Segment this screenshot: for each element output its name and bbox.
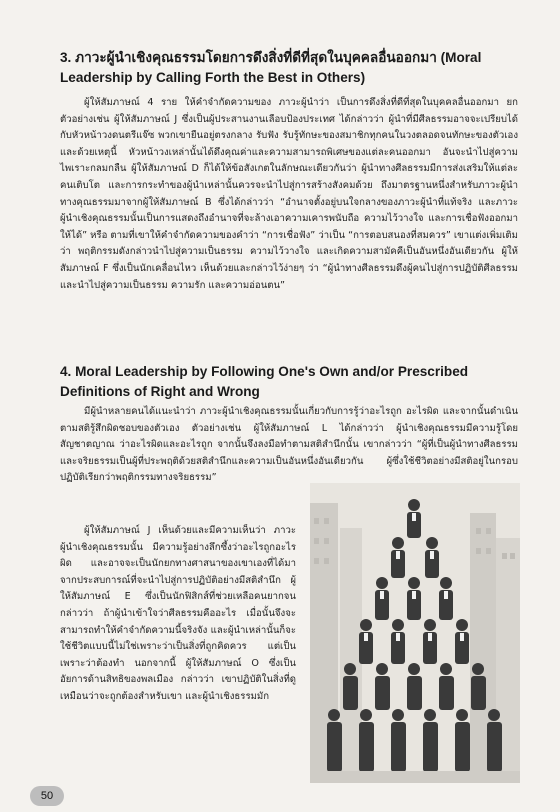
page-footer (0, 780, 560, 812)
section-heading-3: 3. ภาวะผู้นำเชิงคุณธรรมโดยการดึงสิ่งที่ดีที่สุดในบุคคลอื่นออกมา (Moral Leadership by Calling Forth the Best in Others) (60, 50, 482, 85)
page-number-badge: 50 (30, 786, 64, 806)
paragraph-section-4-body: ผู้ให้สัมภาษณ์ J เห็นด้วยและมีความเห็นว่า ภาวะผู้นำเชิงคุณธรรมนั้น มีความรู้อย่างลึกซึ้งว่าอะไรถูกอะไรผิด และอาจจะเป็นนักยกทางศาสนาของเขาเองที่ได้มาจากประสบการณ์ที่จะนำไปสู่การปฏิบัติอย่างมีสติสำนึก ผู้ให้สัมภาษณ์ E ซึ่งเป็นนักฟิสิกส์ที่ช่วยเหลือคนยากจน กล่าวว่า ถ้าผู้นำเข้าใจว่าศีลธรรมคืออะไร เมื่อนั้นจึงจะสามารถทำให้คำจำกัดความนี้จริงจัง และผู้นำเหล่านั้นก็จะใช้ชีวิตแบบนี้ไม่ใช่เพราะว่าเป็นสิ่งที่ถูกคิดควร แต่เป็นเพราะว่าต้องทำ นอกจากนี้ ผู้ให้สัมภาษณ์ O ซึ่งเป็นอัยการด้านสิทธิของพลเมือง กล่าวว่า เขาปฏิบัติในสิ่งที่ดูเหมือนว่าจะถูกต้องสำหรับเขา และผู้นำเชิงธรรมมัก (60, 525, 296, 702)
paragraph-section-4-intro: มีผู้นำหลายคนได้แนะนำว่า ภาวะผู้นำเชิงคุณธรรมนั้นเกี่ยวกับการรู้ว่าอะไรถูก อะไรผิด และจากนั้นดำเนินตามสติรู้สึกผิดชอบของตัวเอง ตัวอย่างเช่น ผู้ให้สัมภาษณ์ L ได้กล่าวว่า ผู้นำเชิงคุณธรรมมีความรู้โดยสัญชาตญาณ ว่าอะไรผิดและอะไรถูก จากนั้นจึงลงมือทำตามสติสำนึกนั้น เขากล่าวว่า “ผู้ที่เป็นผู้นำทางศีลธรรมและจริยธรรมเป็นผู้ที่ประพฤติด้วยสติสำนึกและความเป็นอันหนึ่งอันเดียวกัน ผู้ซึ่งใช้ชีวิตอย่างมีสติอยู่ในกรอบปฏิบัติเรียกว่าพฤติกรรมทางจริยธรรม” (60, 406, 518, 484)
paragraph-section-3: ผู้ให้สัมภาษณ์ 4 ราย ให้คำจำกัดความของ ภาวะผู้นำว่า เป็นการดึงสิ่งที่ดีที่สุดในบุคคลอื่นออกมา ยกตัวอย่างเช่น ผู้ให้สัมภาษณ์ J ซึ่งเป็นผู้ประสานงานเลือบป้องประเทศ ได้กล่าวว่า ผู้นำที่มีศีลธรรมอาจจะเปรียบได้กับหัวหน้าวงดนตรีแจ๊ซ พวกเขายืนอยู่ตรงกลาง รับฟัง รับรู้ทักษะของสมาชิกทุกคนในวงตลอดจนทักษะของตัวเอง และด้วยเหตุนี้ หัวหน้าวงเหล่านั้นได้ดึงคุณค่าและความสามารถพิเศษของแต่ละคนออกมา อันจะนำไปสู่ความไพเราะกลมกลืน ผู้ให้สัมภาษณ์ D ก็ได้ให้ข้อสังเกตในลักษณะเดียวกันว่า ผู้นำทางศีลธรรมมีการส่งเสริมให้แต่ละคนเติบโต และการกระทำของผู้นำเหล่านั้นควรจะนำไปสู่การสร้างสังคมด้วย ถึงมาตรฐานหนึ่งสำหรับภาวะผู้นำทางคุณธรรมมาจากผู้ให้สัมภาษณ์ B ซึ่งได้กล่าวว่า “อำนาจตั้งอยู่บนใจกลางของภาวะผู้นำที่แท้จริง และภาวะผู้นำเชิงคุณธรรมนั้นเป็นการแสดงถึงอำนาจที่จะล้างเอาความเคารพนับถือ ความไว้วางใจ และการเชื่อฟังออกมาให้ได้” หรือ ตามที่เขาให้คำจำกัดความของคำว่า “การเชื่อฟัง” ว่าเป็น “การตอบสนองที่สมควร” เขาแต่งเพิ่มเติมว่า พฤติกรรมดังกล่าวนำไปสู่ความเป็นธรรม ความไว้วางใจ และเกิดความสามัคคีเป็นอันหนึ่งอันเดียวกัน ผู้ให้สัมภาษณ์ F ซึ่งเป็นนักเคลื่อนไหว เห็นด้วยและกล่าวไว้ง่ายๆ ว่า “ผู้นำทางศีลธรรมดึงผู้คนไปสู่การปฏิบัติศีลธรรมและนำไปสู่ความเป็นธรรม ความรัก และความอ่อนตน” (60, 97, 518, 291)
business-people-pyramid-illustration (310, 483, 520, 783)
section-heading-4: 4. Moral Leadership by Following One's Own and/or Prescribed Definitions of Right and Wrong (60, 364, 469, 399)
